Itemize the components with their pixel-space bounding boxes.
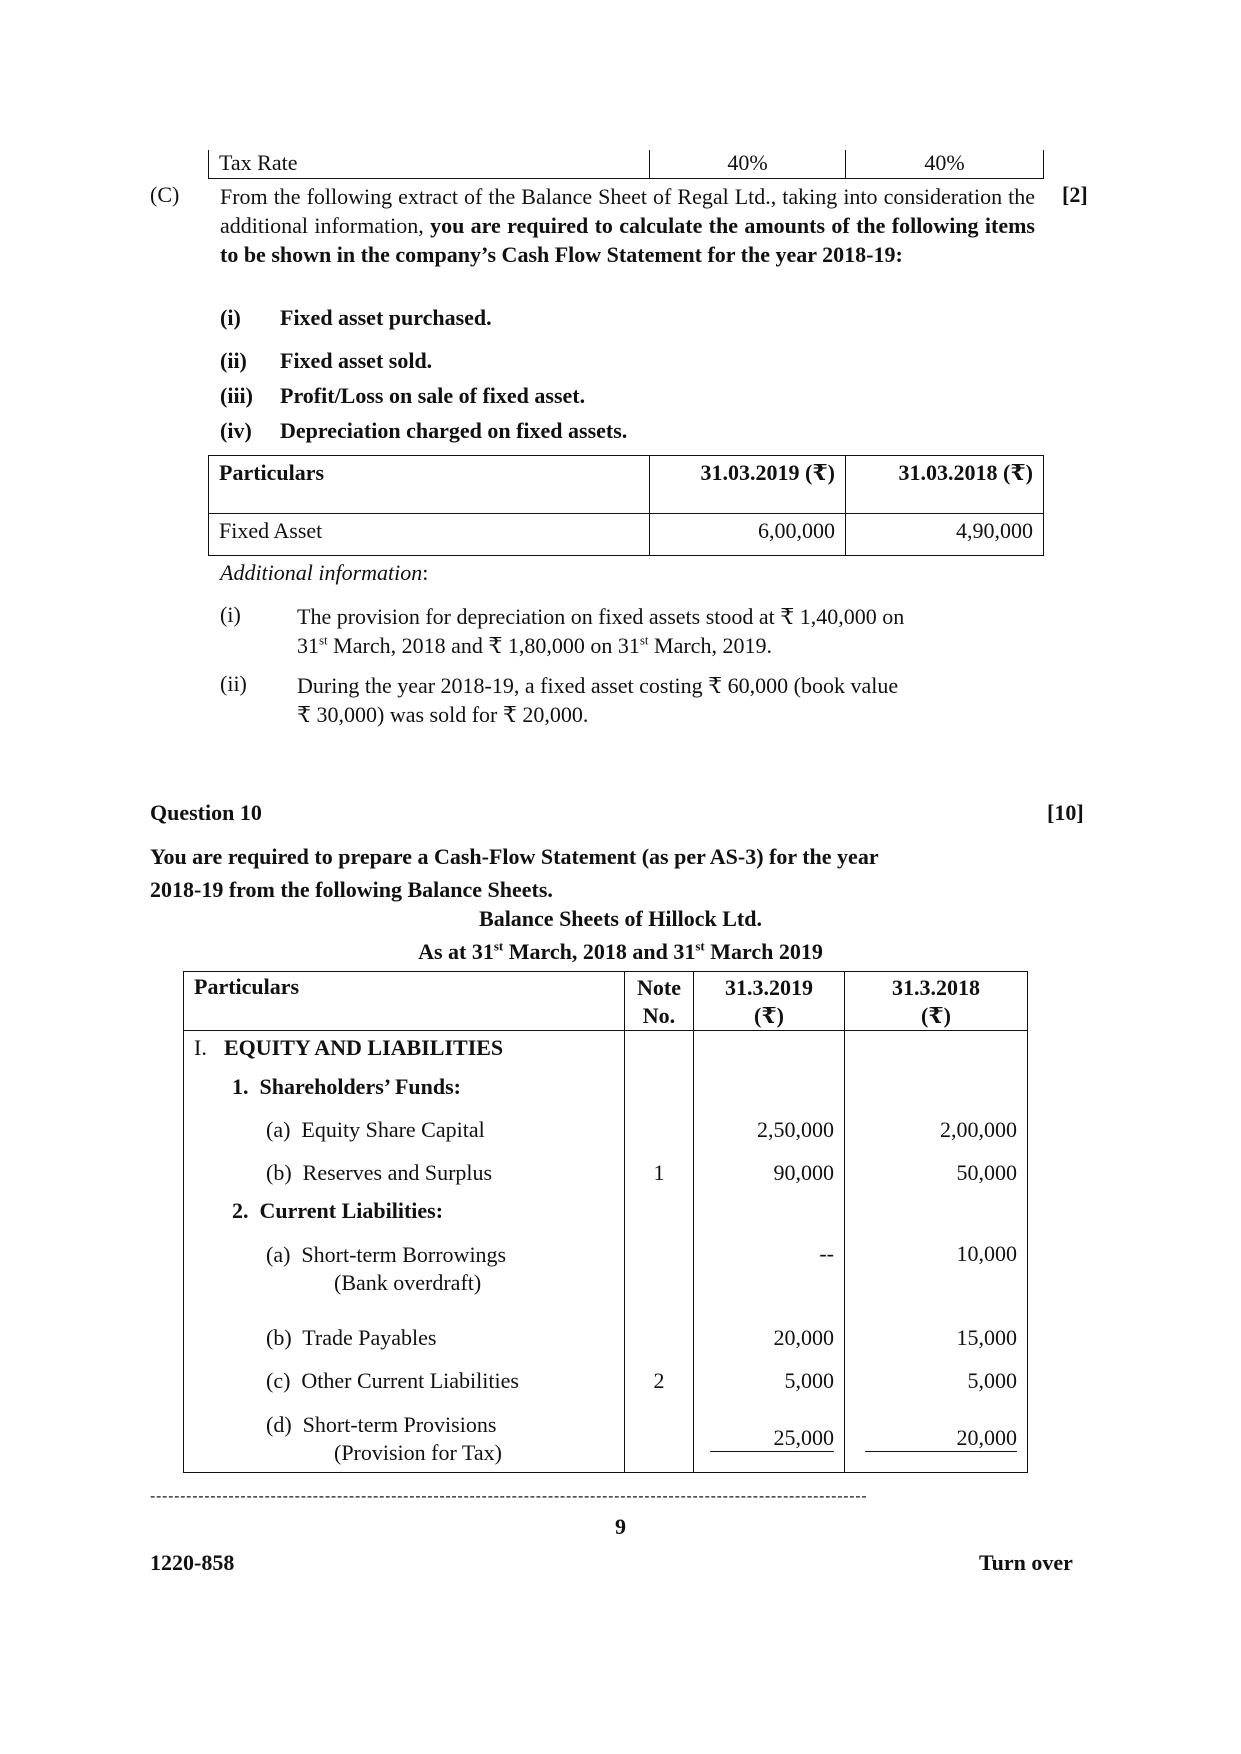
table-row (184, 1241, 1028, 1325)
info-line: 31st March, 2018 and ₹ 1,80,000 on 31st March, 2019. (297, 632, 772, 658)
item-text: Fixed asset sold. (280, 348, 433, 373)
row-2019: 90,000 (694, 1160, 845, 1198)
part-c-intro-plain: From the following extract of the Balance Sheet of Regal Ltd., taking into consideration the additional information, (220, 184, 1035, 238)
info-line: ₹ 30,000) was sold for ₹ 20,000. (297, 702, 589, 727)
part-c-item-1 (220, 305, 492, 331)
row-label: (d) Short-term Provisions (Provision for Tax) (184, 1411, 625, 1473)
table-row (184, 1368, 1028, 1411)
balance-sheet-title: Balance Sheets of Hillock Ltd. (479, 906, 762, 931)
group-heading-shareholders-funds: 1. Shareholders’ Funds: (184, 1074, 625, 1117)
row-note (625, 1411, 694, 1473)
fa-header-2018: 31.03.2018 (₹) (846, 456, 1044, 514)
row-2018: 5,000 (845, 1368, 1028, 1411)
item-text: Profit/Loss on sale of fixed asset. (280, 383, 586, 408)
footer-divider: ----------------------------------------------------------------------------------------------------------------------- (150, 1488, 868, 1505)
question-text-line: You are required to prepare a Cash-Flow Statement (as per AS-3) for the year (150, 844, 879, 869)
row-label: (a) Equity Share Capital (184, 1117, 625, 1160)
part-c-marks: [2] (1062, 182, 1088, 207)
part-c-item-4 (220, 418, 627, 444)
fa-row-label: Fixed Asset (209, 514, 650, 556)
fa-row-2019: 6,00,000 (650, 514, 846, 556)
tax-rate-2018: 40% (846, 150, 1044, 179)
row-note: 1 (625, 1160, 694, 1198)
row-2019: 5,000 (694, 1368, 845, 1411)
row-label: (a) Short-term Borrowings (Bank overdraft) (184, 1241, 625, 1325)
row-2019: 2,50,000 (694, 1117, 845, 1160)
turn-over-label: Turn over (979, 1550, 1073, 1575)
row-note (625, 1241, 694, 1325)
additional-info-colon: : (422, 560, 429, 585)
part-c-intro (220, 182, 1035, 269)
info-line: During the year 2018-19, a fixed asset costing ₹ 60,000 (book value (297, 673, 899, 698)
section-heading: I. EQUITY AND LIABILITIES (184, 1031, 625, 1074)
row-2018: 50,000 (845, 1160, 1028, 1198)
fa-header-2019: 31.03.2019 (₹) (650, 456, 846, 514)
table-row (184, 1031, 1028, 1074)
table-row (184, 1117, 1028, 1160)
part-c-item-2 (220, 348, 432, 374)
item-number: (iii) (220, 383, 253, 408)
row-2018: 15,000 (845, 1325, 1028, 1368)
question-text-line: 2018-19 from the following Balance Sheets. (150, 877, 553, 902)
item-text: Fixed asset purchased. (280, 305, 492, 330)
row-2018: 2,00,000 (845, 1117, 1028, 1160)
item-text: Depreciation charged on fixed assets. (280, 418, 628, 443)
row-2019: -- (694, 1241, 845, 1325)
tax-rate-2019: 40% (650, 150, 846, 179)
question-10-title: Question 10 (150, 800, 262, 825)
row-2019: 25,000 (694, 1411, 845, 1473)
additional-info-label (220, 560, 428, 586)
table-row (184, 1411, 1028, 1473)
bs-header-particulars: Particulars (184, 972, 625, 1031)
row-label: (c) Other Current Liabilities (184, 1368, 625, 1411)
fa-header-particulars: Particulars (209, 456, 650, 514)
item-number: (i) (220, 305, 241, 330)
bs-header-note: Note No. (625, 972, 694, 1031)
info-item-2-text (297, 671, 898, 729)
part-c-item-3 (220, 383, 585, 409)
group-heading-current-liabilities: 2. Current Liabilities: (184, 1198, 625, 1241)
row-label: (b) Trade Payables (184, 1325, 625, 1368)
row-2018: 20,000 (845, 1411, 1028, 1473)
question-10-text (150, 840, 879, 906)
row-2019: 20,000 (694, 1325, 845, 1368)
row-note (625, 1325, 694, 1368)
bs-header-2019: 31.3.2019 (₹) (694, 972, 845, 1031)
info-item-1-number: (i) (220, 602, 241, 627)
table-row (184, 1160, 1028, 1198)
page-number: 9 (615, 1514, 626, 1539)
paper-code: 1220-858 (150, 1550, 235, 1575)
info-item-2-number: (ii) (220, 671, 247, 696)
tax-rate-table (208, 150, 1044, 179)
info-item-1-text (297, 602, 904, 660)
table-row (184, 1198, 1028, 1241)
fa-row-2018: 4,90,000 (846, 514, 1044, 556)
balance-sheet-subtitle: As at 31st March, 2018 and 31st March 2019 (418, 938, 823, 964)
row-2018: 10,000 (845, 1241, 1028, 1325)
info-line: The provision for depreciation on fixed assets stood at ₹ 1,40,000 on (297, 604, 905, 629)
part-c-label: (C) (150, 182, 180, 207)
additional-info-text: Additional information (220, 560, 423, 585)
table-row (184, 1074, 1028, 1117)
row-label: (b) Reserves and Surplus (184, 1160, 625, 1198)
item-number: (iv) (220, 418, 252, 443)
fixed-asset-table (208, 455, 1044, 556)
question-10-marks: [10] (1047, 800, 1084, 825)
balance-sheet-table (183, 971, 1028, 1473)
bs-header-2018: 31.3.2018 (₹) (845, 972, 1028, 1031)
part-c-intro-bold: you are required to calculate the amounts of the following items to be shown in the company’s Cash Flow Statement for the year 2018-19: (220, 213, 1035, 267)
row-note (625, 1117, 694, 1160)
row-note: 2 (625, 1368, 694, 1411)
tax-rate-label: Tax Rate (209, 150, 650, 179)
table-row (184, 1325, 1028, 1368)
item-number: (ii) (220, 348, 247, 373)
